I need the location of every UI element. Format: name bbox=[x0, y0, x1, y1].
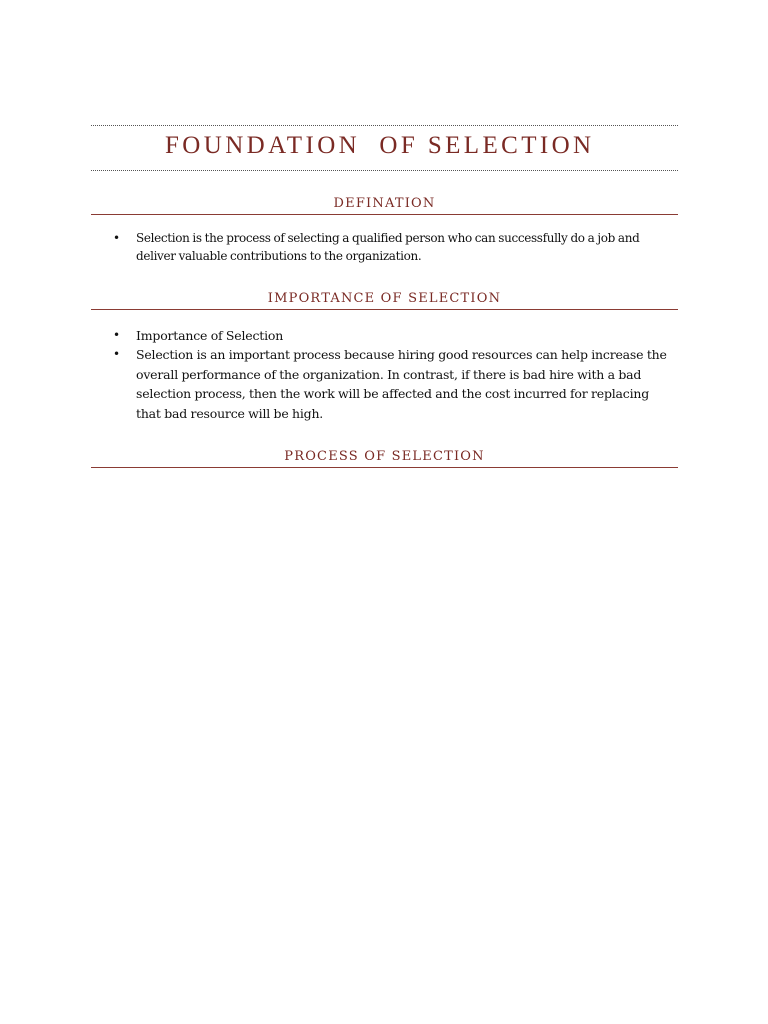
bullet-icon: • bbox=[113, 347, 120, 362]
list-item-text: Importance of Selection bbox=[136, 328, 284, 343]
section-heading-importance: IMPORTANCE OF SELECTION bbox=[91, 290, 678, 310]
page-title: FOUNDATION OF SELECTION bbox=[165, 132, 595, 159]
list-item bbox=[91, 326, 671, 345]
list-item bbox=[91, 345, 671, 423]
list-item-text: Selection is the process of selecting a qualified person who can successfully do a job and deliver valuable contributions to the organization. bbox=[136, 231, 640, 263]
bullet-icon: • bbox=[113, 231, 120, 245]
title-block bbox=[91, 125, 678, 171]
defination-bullet-list bbox=[91, 229, 671, 265]
section-heading-process: PROCESS OF SELECTION bbox=[91, 448, 678, 468]
importance-bullet-list bbox=[91, 326, 671, 423]
list-item-text: Selection is an important process because hiring good resources can help increase the overall performance of the organization. In contrast, if there is bad hire with a bad selection process, then the work will be affected and the cost incurred for replacing that bad resource will be high. bbox=[136, 347, 667, 421]
list-item bbox=[91, 229, 671, 265]
section-heading-defination: DEFINATION bbox=[91, 195, 678, 215]
bullet-icon: • bbox=[113, 328, 120, 342]
